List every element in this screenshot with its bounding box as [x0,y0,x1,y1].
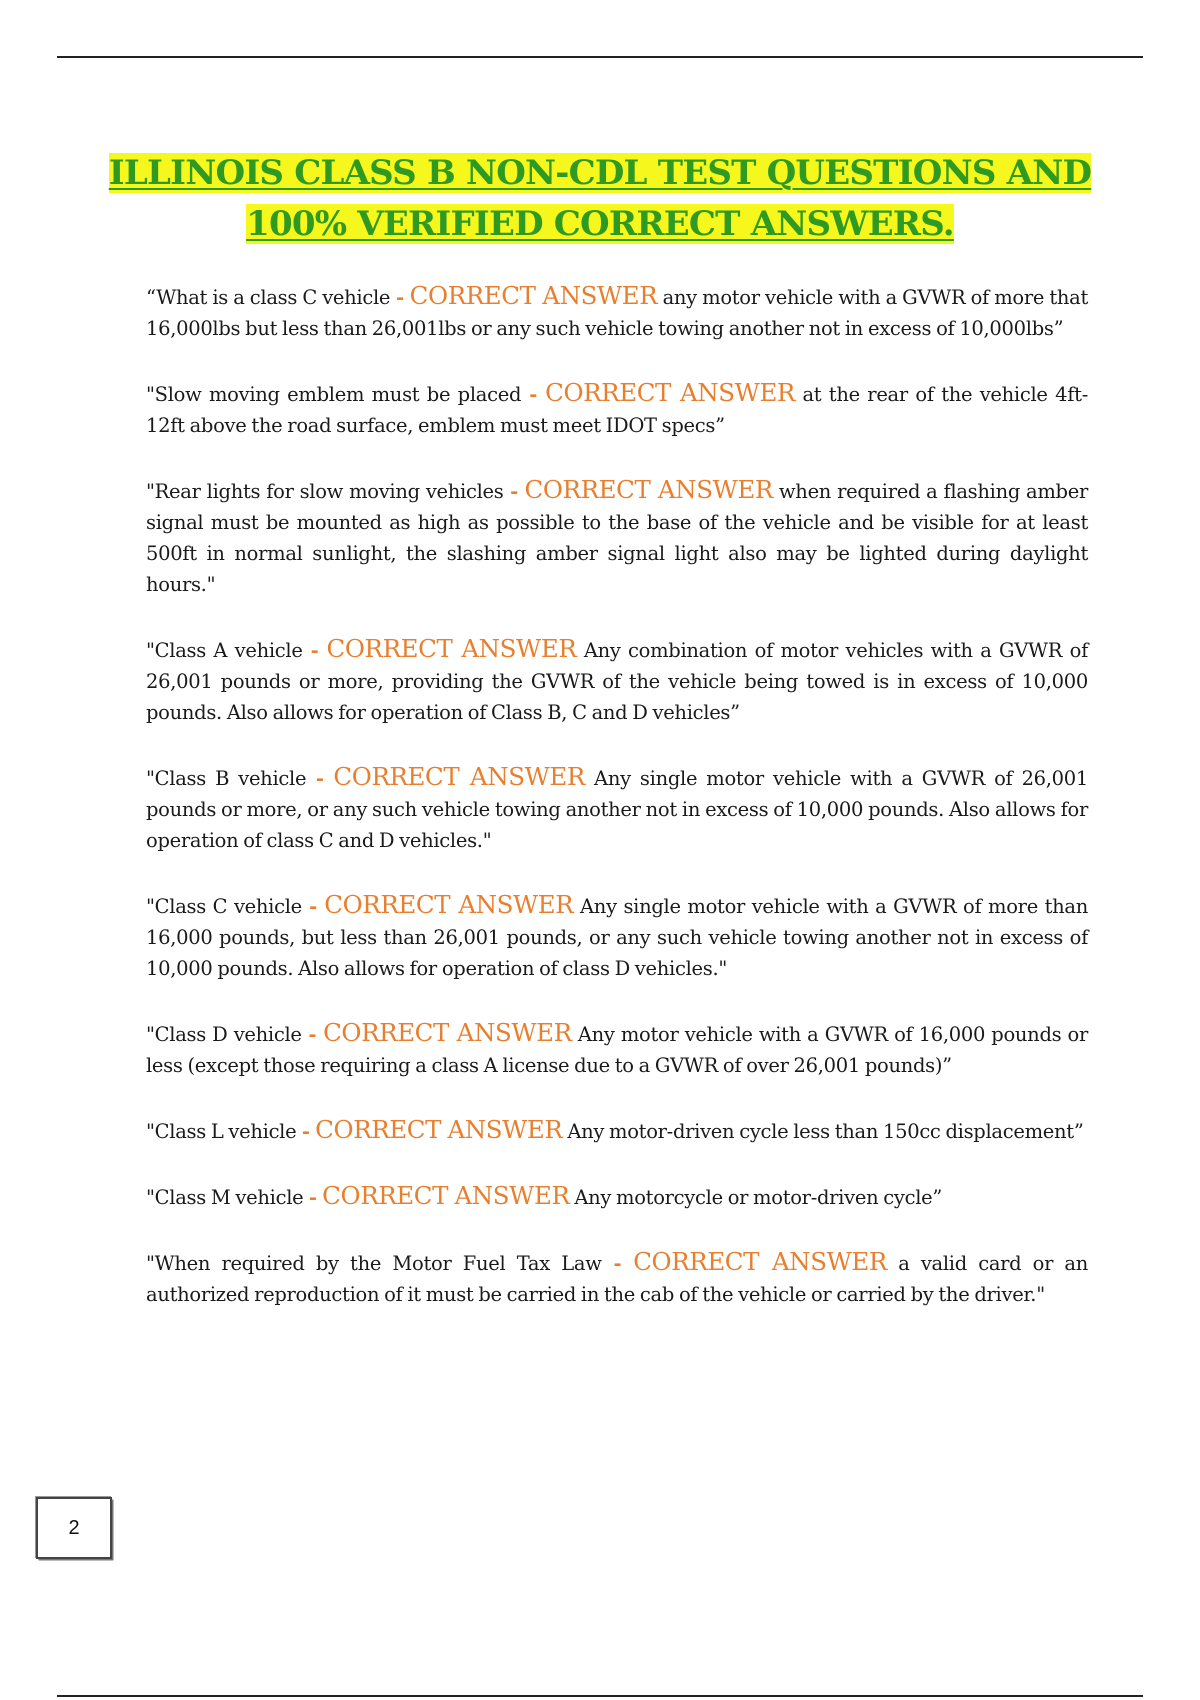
answer-text: Any single motor vehicle with a GVWR of more than 16,000 pounds, but less than 26,001 pounds, or any such vehicle towing another not in excess of 10,000 pounds. Also allows for operation of class D vehicles." [146,895,1088,980]
qa-item [146,1114,1088,1147]
question-text: "Class M vehicle [146,1186,304,1209]
question-text: “What is a class C vehicle [146,286,391,309]
qa-item [146,1180,1088,1213]
answer-text: Any motor-driven cycle less than 150cc displacement” [562,1120,1084,1143]
answer-text: at the rear of the vehicle 4ft-12ft above the road surface, emblem must meet IDOT specs” [146,383,1088,437]
answer-separator: - [301,895,325,918]
page-number-box [36,1497,112,1559]
qa-item [146,1246,1088,1310]
correct-answer-label: CORRECT ANSWER [633,1247,887,1276]
qa-item [146,474,1088,600]
answer-separator: - [601,1252,634,1275]
answer-separator: - [306,767,334,790]
page-number: 2 [68,1516,80,1539]
bottom-rule [57,1695,1143,1697]
question-text: "Slow moving emblem must be placed [146,383,522,406]
qa-item [146,889,1088,984]
qa-item [146,633,1088,728]
answer-separator: - [521,383,546,406]
answer-separator: - [301,1023,324,1046]
question-text: "When required by the Motor Fuel Tax Law [146,1252,602,1275]
correct-answer-label: CORRECT ANSWER [315,1115,563,1144]
answer-separator: - [303,1186,323,1209]
answer-separator: - [302,639,327,662]
correct-answer-label: CORRECT ANSWER [524,475,773,504]
answer-text: when required a flashing amber signal must be mounted as high as possible to the base of the vehicle and be visible for at least 500ft in normal sunlight, the slashing amber signal light also may be lighted during daylight hours." [146,480,1088,596]
correct-answer-label: CORRECT ANSWER [333,762,585,791]
question-text: "Class D vehicle [146,1023,302,1046]
page-title: ILLINOIS CLASS B NON-CDL TEST QUESTIONS AND 100% VERIFIED CORRECT ANSWERS. [108,153,1092,244]
correct-answer-label: CORRECT ANSWER [409,281,658,310]
qa-list [146,280,1088,1343]
answer-separator: - [296,1120,316,1143]
answer-separator: - [390,286,410,309]
question-text: "Class L vehicle [146,1120,297,1143]
qa-item [146,761,1088,856]
answer-separator: - [503,480,525,503]
question-text: "Class A vehicle [146,639,303,662]
answer-text: Any motor vehicle with a GVWR of 16,000 pounds or less (except those requiring a class A license due to a GVWR of over 26,001 pounds)” [146,1023,1089,1077]
correct-answer-label: CORRECT ANSWER [545,378,795,407]
answer-text: any motor vehicle with a GVWR of more that 16,000lbs but less than 26,001lbs or any such vehicle towing another not in excess of 10,000lbs” [146,286,1089,340]
question-text: "Class B vehicle [146,767,307,790]
answer-text: Any motorcycle or motor-driven cycle” [569,1186,943,1209]
answer-text: a valid card or an authorized reproduction of it must be carried in the cab of the vehicle or carried by the driver." [146,1252,1088,1306]
qa-item [146,1017,1088,1081]
correct-answer-label: CORRECT ANSWER [323,1018,572,1047]
top-rule [57,56,1143,58]
correct-answer-label: CORRECT ANSWER [322,1181,570,1210]
correct-answer-label: CORRECT ANSWER [326,634,577,663]
correct-answer-label: CORRECT ANSWER [324,890,574,919]
answer-text: Any combination of motor vehicles with a GVWR of 26,001 pounds or more, providing the GVWR of the vehicle being towed is in excess of 10,000 pounds. Also allows for operation of Class B, C and D vehicles” [146,639,1088,724]
question-text: "Rear lights for slow moving vehicles [146,480,504,503]
question-text: "Class C vehicle [146,895,302,918]
qa-item [146,280,1088,344]
title-block [100,148,1100,250]
answer-text: Any single motor vehicle with a GVWR of 26,001 pounds or more, or any such vehicle towing another not in excess of 10,000 pounds. Also allows for operation of class C and D vehicles." [146,767,1089,852]
qa-item [146,377,1088,441]
